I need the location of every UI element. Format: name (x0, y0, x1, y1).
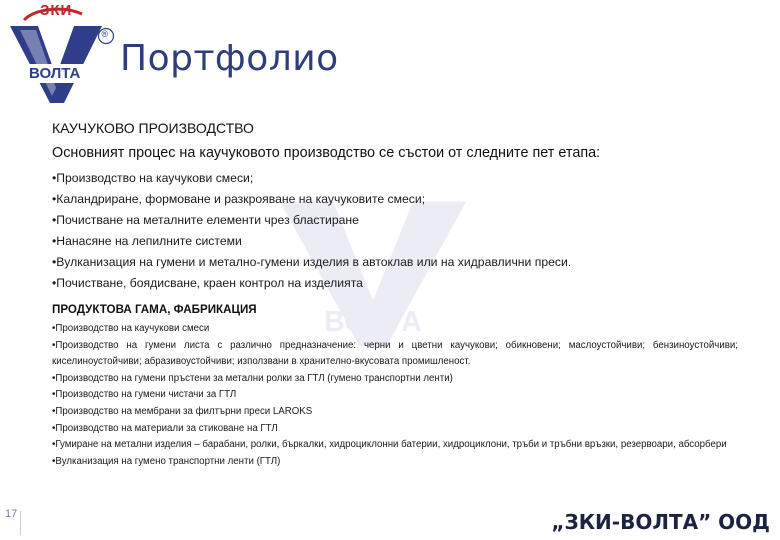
list-item: •Почистване на металните елементи чрез бластиране (52, 213, 359, 227)
list-item: •Каландриране, формоване и разкрояване на каучуковите смеси; (52, 192, 426, 206)
section-heading-rubber-production: КАУЧУКОВО ПРОИЗВОДСТВО (52, 120, 254, 136)
svg-text:ВОЛТА: ВОЛТА (324, 306, 422, 338)
list-item: •Производство на каучукови смеси; (52, 171, 254, 185)
company-logo (6, 4, 116, 104)
section-intro: Основният процес на каучуковото производство се състои от следните пет етапа: (52, 145, 601, 161)
footer-company-name: „ЗКИ-ВОЛТА” ООД (551, 510, 770, 534)
list-item: •Производство на гумени чистачи за ГТЛ (52, 389, 237, 401)
list-item: •Гумиране на метални изделия – барабани, ролки, бъркалки, хидроциклонни батерии, хидроциклони, тръби и тръбни връзки, резервоари, абсорбери (52, 439, 727, 451)
registered-mark: ® (101, 29, 109, 39)
list-item: •Производство на материали за стиковане на ГТЛ (52, 422, 278, 434)
logo-top-text: ЗКИ (40, 2, 73, 19)
list-item: •Нанасяне на лепилните системи (52, 234, 242, 248)
logo-mark (6, 4, 116, 104)
logo-bottom-text: ВОЛТА (29, 65, 81, 82)
list-item: •Производство на мембрани за филтърни преси LAROKS (52, 405, 313, 417)
section-heading-product-range: ПРОДУКТОВА ГАМА, ФАБРИКАЦИЯ (52, 303, 257, 316)
page-title: Портфолио (120, 38, 339, 79)
list-item: •Производство на гумени пръстени за метални ролки за ГТЛ (гумено транспортни ленти) (52, 372, 453, 384)
list-item: •Почистване, боядисване, краен контрол на изделията (52, 276, 363, 290)
list-item: •Производство на каучукови смеси (52, 323, 210, 334)
list-item: •Вулканизация на гумено транспортни ленти (ГТЛ) (52, 455, 281, 467)
list-item: •Вулканизация на гумени и метално-гумени изделия в автоклав или на хидравлични преси. (52, 255, 572, 269)
product-range-list (52, 321, 738, 470)
page-number: 17 (5, 508, 18, 520)
list-item: •Производство на гумени листа с различно предназначение: черни и цветни каучукови; обикновени; маслоустойчиви; бензиноустойчиви; киселиноустойчиви; абразивоустойчиви; използвани в хранително-вкусовата промишленост. (52, 339, 738, 368)
footer-divider (20, 511, 21, 535)
process-steps-list (52, 168, 571, 294)
